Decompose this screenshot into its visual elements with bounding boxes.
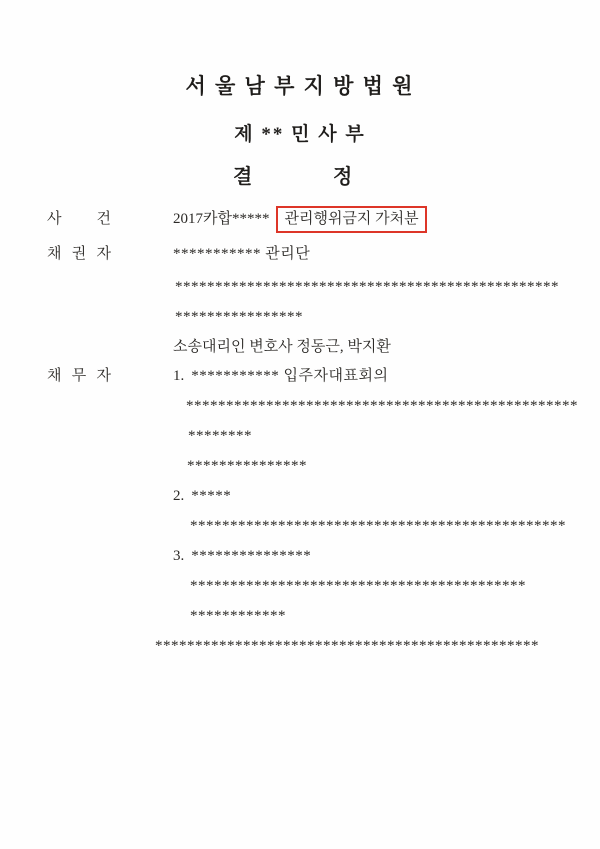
footer-masked-line: ************************************************ xyxy=(155,638,539,654)
creditor-masked-line: **************** xyxy=(175,309,303,325)
debtor-item-1 xyxy=(173,366,388,386)
case-line xyxy=(173,205,427,233)
debtor-item-number: 1. xyxy=(173,368,185,384)
decision-heading-left: 결 xyxy=(233,166,253,188)
debtor-masked-line: *********************************************** xyxy=(190,518,566,534)
decision-heading-right: 정 xyxy=(333,166,353,188)
debtor-item-name-masked: ***** xyxy=(191,488,232,504)
case-number: 2017카합***** xyxy=(173,211,270,227)
case-name-highlight-box: 관리행위금지 가처분 xyxy=(276,206,426,233)
creditor-counsel-line: 소송대리인 변호사 정동근, 박지환 xyxy=(173,339,391,355)
debtor-masked-line: ************ xyxy=(190,608,286,624)
debtor-masked-line: ******** xyxy=(188,428,252,444)
debtor-masked-line: ************************************************* xyxy=(186,398,578,414)
debtor-item-2 xyxy=(173,486,231,506)
division-title: 제 ** 민 사 부 xyxy=(234,124,366,145)
debtor-item-3 xyxy=(173,546,311,566)
debtor-masked-line: *************** xyxy=(187,458,307,474)
creditor-name-masked: *********** 관리단 xyxy=(173,246,311,262)
creditor-masked-line: ************************************************ xyxy=(175,279,559,295)
court-title: 서 울 남 부 지 방 법 원 xyxy=(185,74,415,98)
debtor-masked-line: ****************************************** xyxy=(190,578,526,594)
case-label: 사 건 xyxy=(47,211,111,227)
creditor-label: 채 권 자 xyxy=(47,246,111,262)
debtor-item-number: 2. xyxy=(173,488,185,504)
debtor-item-name-masked: *********** 입주자대표회의 xyxy=(191,368,389,384)
debtor-item-name-masked: *************** xyxy=(191,548,312,564)
debtor-label: 채 무 자 xyxy=(47,368,111,384)
debtor-item-number: 3. xyxy=(173,548,185,564)
